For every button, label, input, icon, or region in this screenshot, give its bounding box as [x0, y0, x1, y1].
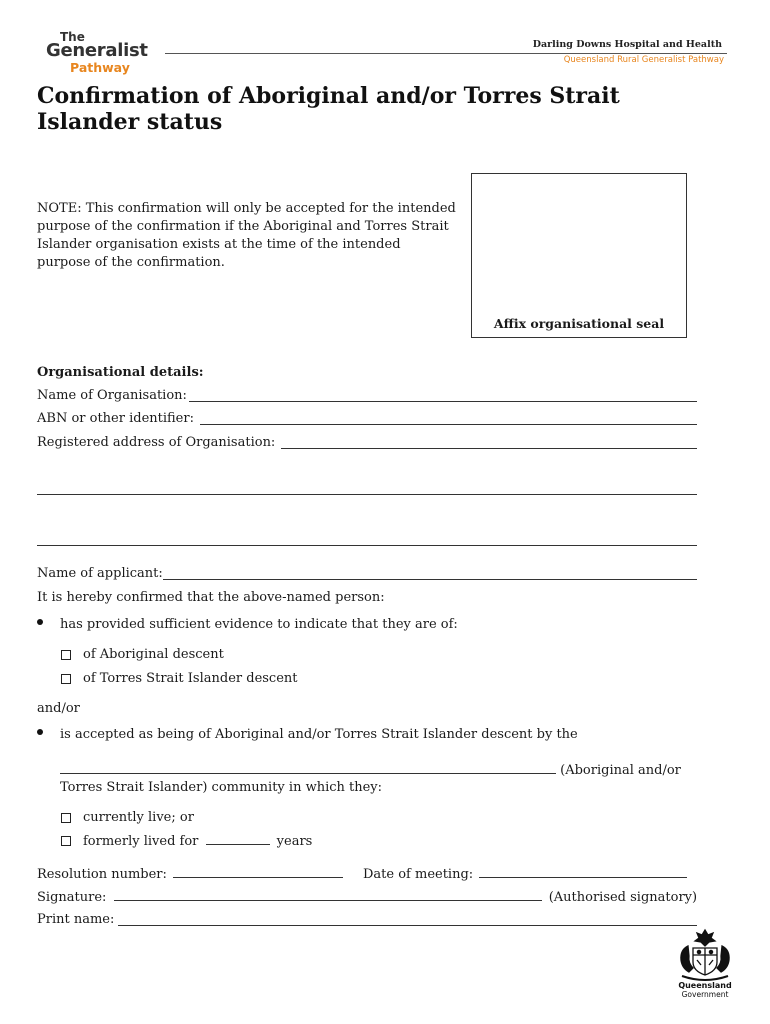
applicant-row: [37, 565, 697, 583]
currently-live-checkbox[interactable]: [61, 813, 71, 823]
seal-box[interactable]: [471, 173, 687, 338]
formerly-lived-row: [83, 832, 312, 851]
note-line-4: purpose of the confirmation.: [37, 255, 225, 270]
signature-label: Signature:: [37, 890, 107, 905]
resolution-field[interactable]: [173, 865, 343, 878]
logo-pathway: Pathway: [70, 60, 130, 75]
print-name-field[interactable]: [118, 912, 697, 926]
abn-row: [37, 410, 697, 428]
header-org-name: Darling Downs Hospital and Health: [532, 39, 722, 50]
abn-label: ABN or other identifier:: [37, 411, 194, 426]
aboriginal-option-label: of Aboriginal descent: [83, 647, 224, 662]
page-title: [37, 83, 717, 135]
note-line-2: purpose of the confirmation if the Aboriginal and Torres Strait: [37, 219, 449, 234]
applicant-field[interactable]: [163, 566, 697, 580]
applicant-label: Name of applicant:: [37, 566, 163, 581]
print-name-row: [37, 911, 697, 929]
logo-the: The: [60, 30, 85, 44]
community-suffix: (Aboriginal and/or: [560, 763, 681, 778]
address-label: Registered address of Organisation:: [37, 435, 276, 450]
org-section-heading: Organisational details:: [37, 365, 204, 380]
address-row: [37, 434, 697, 452]
address-line-2[interactable]: [37, 494, 697, 495]
meeting-date-field[interactable]: [479, 865, 687, 878]
meeting-label: Date of meeting:: [363, 867, 474, 882]
queensland-government-crest: [674, 928, 736, 1002]
crest-queensland: Queensland: [678, 981, 732, 990]
note-paragraph: [37, 200, 469, 272]
generalist-pathway-logo: [46, 30, 156, 76]
note-line-1: NOTE: This confirmation will only be accepted for the intended: [37, 201, 456, 216]
aboriginal-checkbox[interactable]: [61, 650, 71, 660]
signature-suffix: (Authorised signatory): [548, 890, 698, 905]
seal-label: Affix organisational seal: [493, 316, 665, 331]
meeting-row: [363, 865, 687, 884]
years-field[interactable]: [206, 832, 270, 845]
community-field[interactable]: [60, 761, 556, 774]
abn-field[interactable]: [200, 411, 697, 425]
resolution-label: Resolution number:: [37, 867, 167, 882]
org-name-field[interactable]: [189, 388, 697, 402]
org-name-row: [37, 387, 697, 405]
org-name-label: Name of Organisation:: [37, 388, 187, 403]
signature-row: [37, 888, 697, 907]
bullet2-text: is accepted as being of Aboriginal and/or Torres Strait Islander descent by the: [60, 727, 578, 742]
bullet-dot-1: [37, 619, 43, 625]
crest-government: Government: [681, 990, 729, 999]
print-name-label: Print name:: [37, 912, 115, 927]
community-line2: Torres Strait Islander) community in which they:: [60, 780, 383, 795]
logo-generalist: Generalist: [46, 40, 148, 61]
andor-text: and/or: [37, 701, 80, 716]
bullet-dot-2: [37, 729, 43, 735]
resolution-row: [37, 865, 343, 884]
torres-strait-option-label: of Torres Strait Islander descent: [83, 671, 298, 686]
bullet1-text: has provided sufficient evidence to indicate that they are of:: [60, 617, 458, 632]
note-line-3: Islander organisation exists at the time of the intended: [37, 237, 401, 252]
page-title-line1: Confirmation of Aboriginal and/or Torres Strait: [37, 83, 620, 109]
formerly-lived-checkbox[interactable]: [61, 836, 71, 846]
address-line-3[interactable]: [37, 545, 697, 546]
confirm-text: It is hereby confirmed that the above-named person:: [37, 590, 385, 605]
formerly-lived-suffix: years: [276, 834, 313, 849]
page-title-line2: Islander status: [37, 109, 223, 135]
address-field[interactable]: [281, 435, 697, 449]
signature-field[interactable]: [114, 888, 542, 901]
torres-strait-checkbox[interactable]: [61, 674, 71, 684]
formerly-lived-prefix: formerly lived for: [83, 834, 199, 849]
header-org-subtitle: Queensland Rural Generalist Pathway: [563, 55, 724, 65]
currently-live-label: currently live; or: [83, 810, 194, 825]
community-row: [60, 761, 681, 780]
header-divider: [165, 53, 727, 54]
crest-icon: [674, 928, 736, 982]
